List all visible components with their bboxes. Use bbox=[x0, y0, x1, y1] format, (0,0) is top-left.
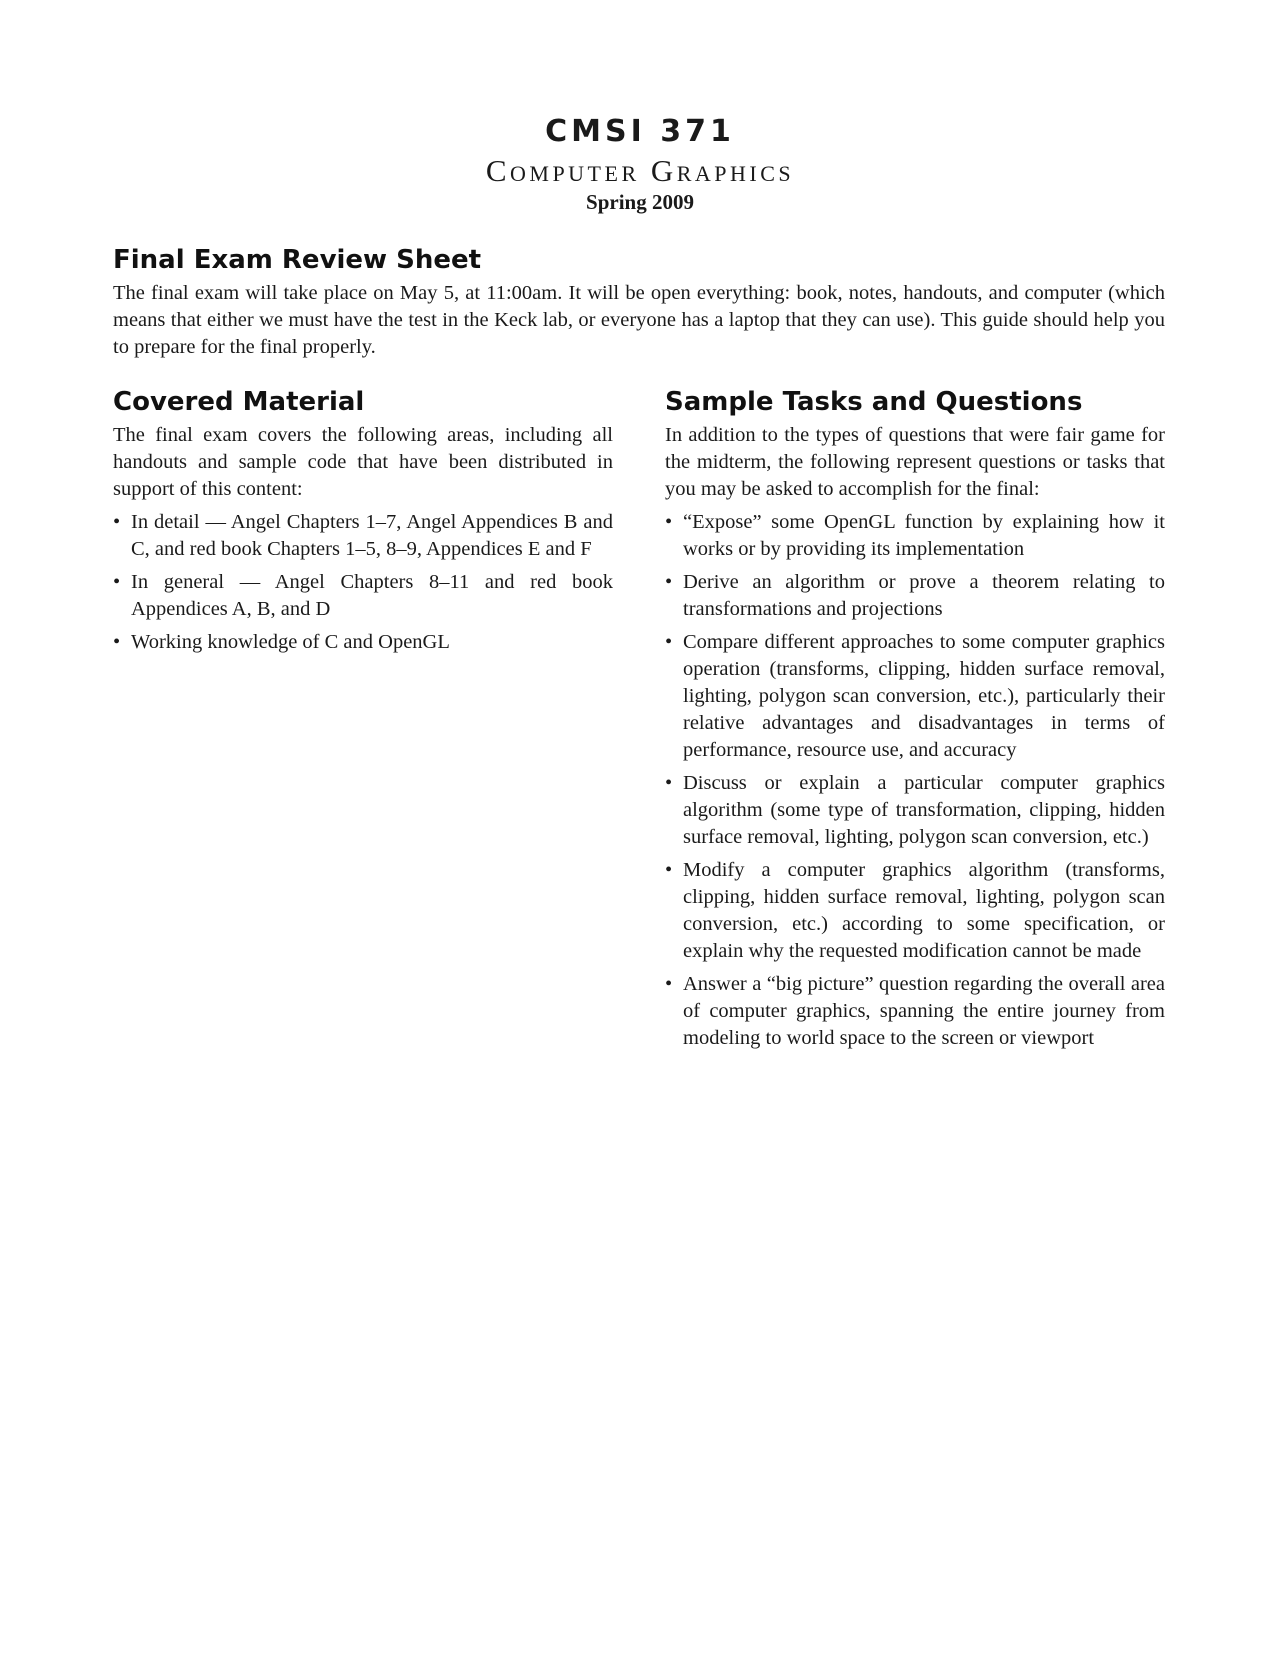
list-item-text: Modify a computer graphics algorithm (transforms, clipping, hidden surface removal, lighting, polygon scan conversion, etc.) according to some specification, or explain why the requested modification cannot be made bbox=[683, 859, 1165, 962]
list-item-text: Working knowledge of C and OpenGL bbox=[131, 631, 450, 653]
list-item bbox=[665, 971, 1165, 1052]
sample-tasks-list bbox=[665, 509, 1165, 1052]
page-title: Final Exam Review Sheet bbox=[113, 245, 482, 275]
list-item-text: In detail — Angel Chapters 1–7, Angel Appendices B and C, and red book Chapters 1–5, 8–9, Appendices E and F bbox=[131, 511, 613, 560]
bullet-icon: • bbox=[665, 772, 673, 794]
bullet-icon: • bbox=[665, 511, 673, 533]
bullet-icon: • bbox=[113, 631, 121, 653]
bullet-icon: • bbox=[665, 631, 673, 653]
sample-tasks-heading: Sample Tasks and Questions bbox=[665, 387, 1083, 417]
covered-material-section bbox=[113, 386, 613, 662]
list-item-text: Derive an algorithm or prove a theorem relating to transformations and projections bbox=[683, 571, 1165, 620]
list-item bbox=[665, 857, 1165, 965]
list-item bbox=[665, 509, 1165, 563]
list-item bbox=[113, 569, 613, 623]
list-item-text: In general — Angel Chapters 8–11 and red book Appendices A, B, and D bbox=[131, 571, 613, 620]
list-item bbox=[665, 569, 1165, 623]
term: Spring 2009 bbox=[586, 190, 694, 214]
bullet-icon: • bbox=[113, 571, 121, 593]
intro-section bbox=[113, 244, 1165, 361]
bullet-icon: • bbox=[665, 571, 673, 593]
sample-tasks-section bbox=[665, 386, 1165, 1058]
list-item-text: Discuss or explain a particular computer graphics algorithm (some type of transformation, clipping, hidden surface removal, lighting, polygon scan conversion, etc.) bbox=[683, 772, 1165, 848]
course-code: CMSI 371 bbox=[545, 114, 735, 149]
intro-paragraph: The final exam will take place on May 5, at 11:00am. It will be open everything: book, notes, handouts, and computer (which means that either we must have the test in the Keck lab, or everyone has a laptop that they can use). This guide should help you to prepare for the final properly. bbox=[113, 282, 1165, 358]
document-header bbox=[0, 112, 1280, 216]
list-item-text: “Expose” some OpenGL function by explaining how it works or by providing its implementation bbox=[683, 511, 1165, 560]
bullet-icon: • bbox=[665, 973, 673, 995]
list-item bbox=[665, 629, 1165, 764]
list-item bbox=[665, 770, 1165, 851]
sample-tasks-paragraph: In addition to the types of questions that were fair game for the midterm, the following represent questions or tasks that you may be asked to accomplish for the final: bbox=[665, 424, 1165, 500]
covered-material-list bbox=[113, 509, 613, 656]
bullet-icon: • bbox=[665, 859, 673, 881]
list-item-text: Answer a “big picture” question regarding the overall area of computer graphics, spanning the entire journey from modeling to world space to the screen or viewport bbox=[683, 973, 1165, 1049]
bullet-icon: • bbox=[113, 511, 121, 533]
list-item bbox=[113, 629, 613, 656]
covered-material-paragraph: The final exam covers the following areas, including all handouts and sample code that have been distributed in support of this content: bbox=[113, 424, 613, 500]
list-item bbox=[113, 509, 613, 563]
course-name: Computer Graphics bbox=[485, 153, 795, 188]
covered-material-heading: Covered Material bbox=[113, 387, 365, 417]
list-item-text: Compare different approaches to some computer graphics operation (transforms, clipping, hidden surface removal, lighting, polygon scan conversion, etc.), particularly their relative advantages and disadvantages in terms of performance, resource use, and accuracy bbox=[683, 631, 1165, 761]
